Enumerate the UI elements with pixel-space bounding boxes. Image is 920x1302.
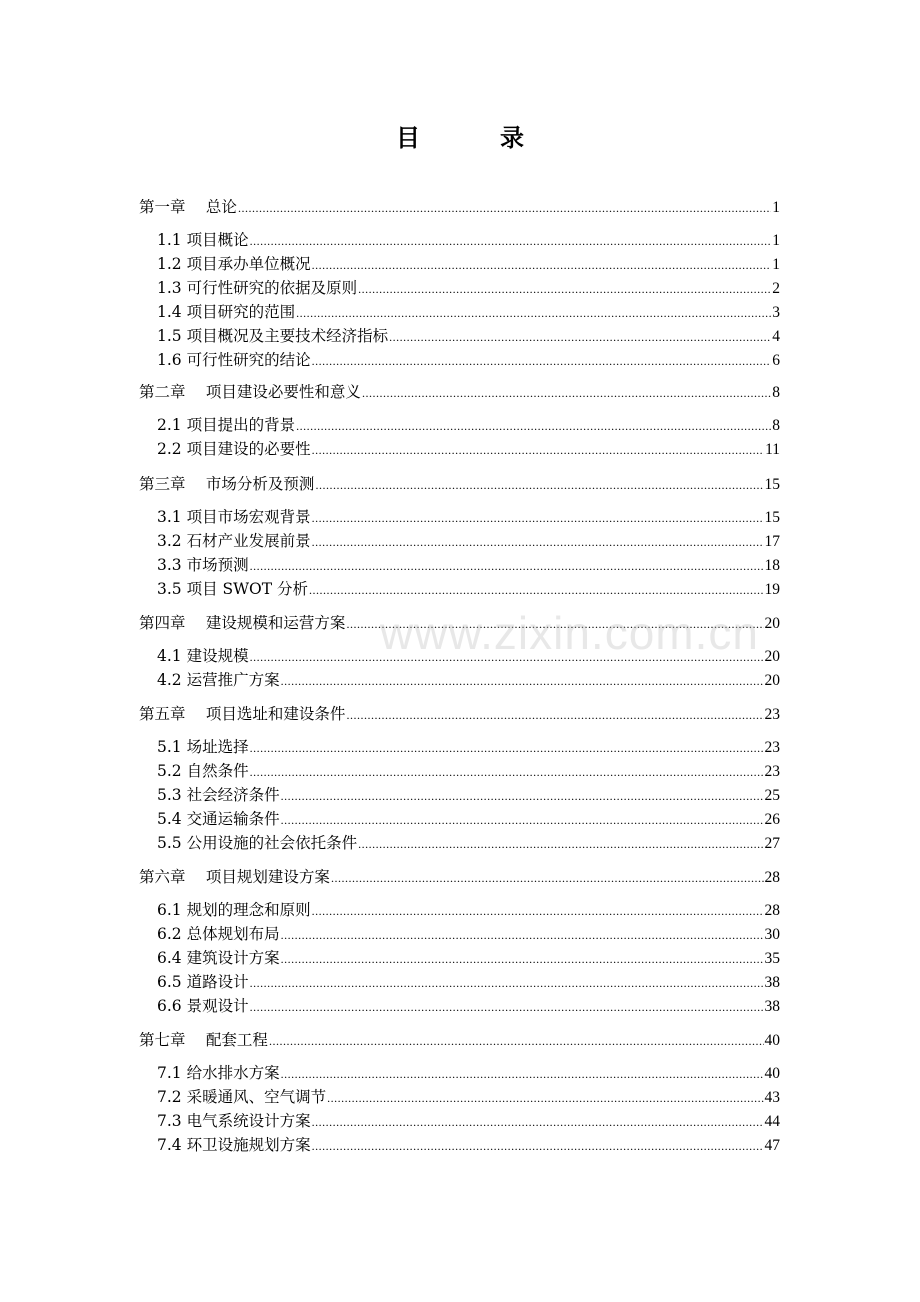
toc-entry-label: 1.2 项目承办单位概况	[157, 255, 311, 273]
toc-entry-label: 3.3 市场预测	[157, 556, 249, 574]
toc-entry-label: 6.5 道路设计	[157, 973, 249, 991]
toc-page-number: 1	[772, 232, 780, 249]
toc-page-number: 23	[764, 763, 780, 780]
toc-dot-leader	[250, 555, 764, 577]
toc-entry-label: 第三章 市场分析及预测	[139, 475, 315, 493]
toc-entry-label: 第七章 配套工程	[139, 1031, 268, 1049]
toc-dot-leader	[281, 785, 764, 807]
toc-entry-label: 1.5 项目概况及主要技术经济指标	[157, 327, 389, 345]
toc-dot-leader	[281, 1063, 764, 1085]
toc-section-entry[interactable]	[157, 414, 780, 437]
toc-entry-label: 2.2 项目建设的必要性	[157, 440, 311, 458]
toc-entry-label: 7.3 电气系统设计方案	[157, 1112, 311, 1130]
toc-entry-label: 1.1 项目概论	[157, 231, 249, 249]
toc-dot-leader	[250, 230, 772, 252]
toc-page-number: 25	[764, 787, 780, 804]
toc-page-number: 35	[764, 950, 780, 967]
toc-entry-label: 6.4 建筑设计方案	[157, 949, 280, 967]
toc-dot-leader	[358, 278, 771, 300]
toc-section-entry[interactable]	[157, 229, 780, 252]
toc-section-entry[interactable]	[157, 899, 780, 922]
toc-dot-leader	[250, 737, 764, 759]
toc-entry-label: 5.4 交通运输条件	[157, 810, 280, 828]
toc-page-number: 20	[764, 672, 780, 689]
toc-entry-label: 6.2 总体规划布局	[157, 925, 280, 943]
toc-dot-leader	[312, 1135, 764, 1157]
toc-page-number: 44	[764, 1113, 780, 1130]
toc-page-number: 30	[764, 926, 780, 943]
toc-chapter-entry[interactable]	[139, 473, 780, 496]
toc-section-entry[interactable]	[157, 947, 780, 970]
toc-page-number: 15	[764, 509, 780, 526]
toc-page-number: 43	[764, 1089, 780, 1106]
toc-page-number: 18	[764, 557, 780, 574]
toc-page-number: 23	[764, 706, 780, 723]
toc-page-number: 2	[772, 280, 780, 297]
toc-dot-leader	[269, 1030, 764, 1052]
toc-section-entry[interactable]	[157, 325, 780, 348]
toc-section-entry[interactable]	[157, 760, 780, 783]
toc-section-entry[interactable]	[157, 971, 780, 994]
toc-entry-label: 6.1 规划的理念和原则	[157, 901, 311, 919]
watermark: www.zixin.com.cn	[380, 607, 759, 659]
toc-section-entry[interactable]	[157, 923, 780, 946]
toc-section-entry[interactable]	[157, 554, 780, 577]
toc-entry-label: 5.3 社会经济条件	[157, 786, 280, 804]
toc-dot-leader	[250, 972, 764, 994]
toc-page-number: 38	[764, 974, 780, 991]
toc-section-entry[interactable]	[157, 1110, 780, 1133]
toc-section-entry[interactable]	[157, 277, 780, 300]
toc-entry-label: 4.1 建设规模	[157, 647, 249, 665]
toc-page-number: 1	[772, 199, 780, 216]
toc-dot-leader	[312, 254, 772, 276]
toc-dot-leader	[238, 197, 771, 219]
toc-entry-label: 1.3 可行性研究的依据及原则	[157, 279, 358, 297]
toc-section-entry[interactable]	[157, 1062, 780, 1085]
toc-section-entry[interactable]	[157, 578, 780, 601]
toc-entry-label: 第四章 建设规模和运营方案	[139, 614, 346, 632]
toc-dot-leader	[309, 579, 763, 601]
toc-dot-leader	[281, 809, 764, 831]
toc-page-number: 40	[764, 1032, 780, 1049]
toc-page-number: 47	[764, 1137, 780, 1154]
toc-page-number: 28	[764, 902, 780, 919]
toc-page-number: 19	[764, 581, 780, 598]
toc-entry-label: 4.2 运营推广方案	[157, 671, 280, 689]
toc-section-entry[interactable]	[157, 349, 780, 372]
toc-dot-leader	[312, 439, 764, 461]
toc-page-number: 17	[764, 533, 780, 550]
toc-dot-leader	[281, 948, 764, 970]
toc-page-number: 20	[764, 648, 780, 665]
toc-dot-leader	[250, 761, 764, 783]
toc-dot-leader	[296, 302, 771, 324]
toc-entry-label: 2.1 项目提出的背景	[157, 416, 296, 434]
toc-dot-leader	[312, 507, 764, 529]
toc-dot-leader	[281, 924, 764, 946]
toc-entry-label: 1.6 可行性研究的结论	[157, 351, 311, 369]
toc-page-number: 4	[772, 328, 780, 345]
toc-dot-leader	[312, 350, 772, 372]
toc-entry-label: 5.5 公用设施的社会依托条件	[157, 834, 358, 852]
toc-chapter-entry[interactable]	[139, 1029, 780, 1052]
toc-section-entry[interactable]	[157, 1086, 780, 1109]
toc-dot-leader	[250, 996, 764, 1018]
toc-chapter-entry[interactable]	[139, 703, 780, 726]
toc-dot-leader	[389, 326, 771, 348]
toc-entry-label: 第五章 项目选址和建设条件	[139, 705, 346, 723]
toc-chapter-entry[interactable]	[139, 381, 780, 404]
toc-dot-leader	[312, 531, 764, 553]
toc-page-number: 26	[764, 811, 780, 828]
toc-page-number: 27	[764, 835, 780, 852]
toc-section-entry[interactable]	[157, 1134, 780, 1157]
toc-entry-label: 5.1 场址选择	[157, 738, 249, 756]
toc-dot-leader	[346, 704, 763, 726]
toc-section-entry[interactable]	[157, 506, 780, 529]
toc-page-number: 1	[772, 256, 780, 273]
toc-dot-leader	[296, 415, 771, 437]
toc-page-number: 11	[765, 441, 780, 458]
toc-section-entry[interactable]	[157, 530, 780, 553]
toc-section-entry[interactable]	[157, 995, 780, 1018]
toc-page-number: 23	[764, 739, 780, 756]
toc-page-number: 8	[772, 417, 780, 434]
toc-page-number: 3	[772, 304, 780, 321]
toc-chapter-entry[interactable]	[139, 866, 780, 889]
toc-dot-leader	[312, 900, 764, 922]
toc-entry-label: 7.2 采暖通风、空气调节	[157, 1088, 327, 1106]
toc-entry-label: 6.6 景观设计	[157, 997, 249, 1015]
toc-section-entry[interactable]	[157, 669, 780, 692]
toc-page-number: 38	[764, 998, 780, 1015]
toc-section-entry[interactable]	[157, 301, 780, 324]
toc-dot-leader	[312, 1111, 764, 1133]
toc-page-number: 40	[764, 1065, 780, 1082]
toc-section-entry[interactable]	[157, 808, 780, 831]
toc-page-number: 6	[772, 352, 780, 369]
toc-entry-label: 7.1 给水排水方案	[157, 1064, 280, 1082]
toc-dot-leader	[331, 867, 764, 889]
toc-chapter-entry[interactable]	[139, 196, 780, 219]
toc-page-number: 28	[764, 869, 780, 886]
toc-page-number: 8	[772, 384, 780, 401]
toc-entry-label: 第六章 项目规划建设方案	[139, 868, 330, 886]
toc-entry-label: 5.2 自然条件	[157, 762, 249, 780]
toc-dot-leader	[315, 474, 763, 496]
toc-entry-label: 3.1 项目市场宏观背景	[157, 508, 311, 526]
toc-entry-label: 第二章 项目建设必要性和意义	[139, 383, 361, 401]
toc-section-entry[interactable]	[157, 438, 780, 461]
toc-dot-leader	[362, 382, 771, 404]
toc-dot-leader	[281, 670, 764, 692]
page-title: 目 录	[396, 124, 552, 152]
toc-entry-label: 3.2 石材产业发展前景	[157, 532, 311, 550]
toc-entry-label: 7.4 环卫设施规划方案	[157, 1136, 311, 1154]
toc-section-entry[interactable]	[157, 253, 780, 276]
toc-entry-label: 1.4 项目研究的范围	[157, 303, 296, 321]
toc-section-entry[interactable]	[157, 832, 780, 855]
toc-section-entry[interactable]	[157, 736, 780, 759]
toc-dot-leader	[358, 833, 763, 855]
toc-dot-leader	[327, 1087, 763, 1109]
toc-section-entry[interactable]	[157, 784, 780, 807]
toc-entry-label: 3.5 项目 SWOT 分析	[157, 580, 309, 598]
toc-page-number: 20	[764, 615, 780, 632]
toc-page-number: 15	[764, 476, 780, 493]
toc-entry-label: 第一章 总论	[139, 198, 237, 216]
